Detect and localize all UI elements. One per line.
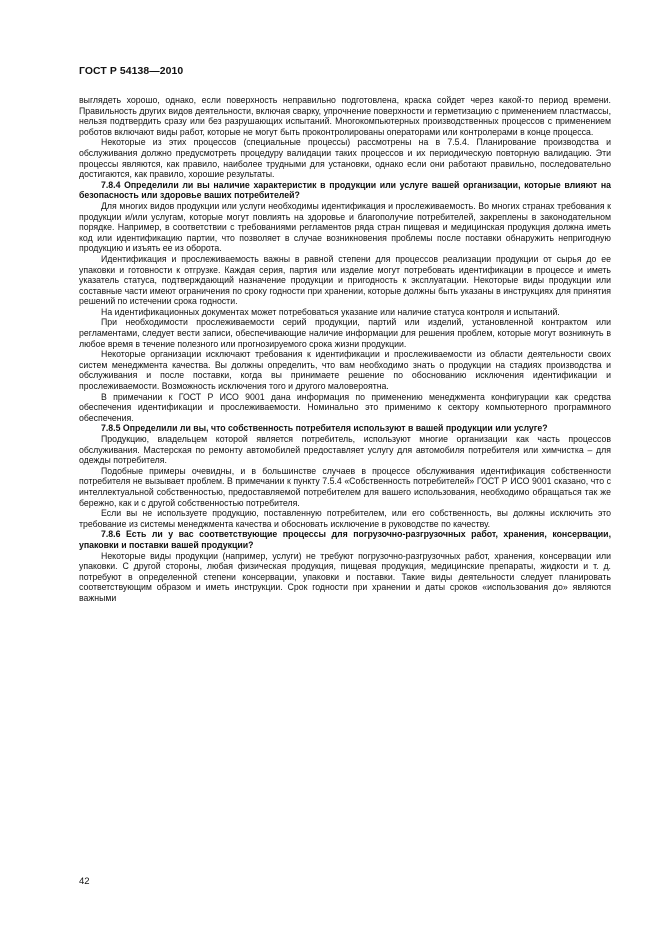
section-heading-7-8-6: 7.8.6 Есть ли у вас соответствующие процессы для погрузочно-разгрузочных работ, хранения, консервации, упаковки и поставки вашей продукции?	[79, 529, 611, 550]
paragraph: Если вы не используете продукцию, поставленную потребителем, или его собственность, вы должны исключить это требование из системы менеджмента качества и обосновать исключение в руководстве по качеству.	[79, 508, 611, 529]
paragraph: При необходимости прослеживаемости серий продукции, партий или изделий, установленной контрактом или регламентами, следует вести записи, обеспечивающие наличие информации для решения проблем, которые могут возникнуть в любое время в течение полезного или прогнозируемого срока жизни продукции.	[79, 317, 611, 349]
paragraph: Для многих видов продукции или услуги необходимы идентификация и прослеживаемость. Во многих странах требования к продукции и/или услугам, которые могут повлиять на здоровье и благополучие потребителей, закреплены в законодательном порядке. Например, в соответствии с требованиями регламентов ряда стран пищевая и медицинская продукция должна иметь код или идентификацию партии, что позволяет в случае возникновения проблемы после поставки обнаружить непригодную продукцию и изъять ее из оборота.	[79, 200, 611, 254]
standard-header: ГОСТ Р 54138—2010	[79, 66, 184, 77]
paragraph: На идентификационных документах может потребоваться указание или наличие статуса контроля и испытаний.	[101, 306, 560, 317]
section-heading-7-8-4: 7.8.4 Определили ли вы наличие характеристик в продукции или услуге вашей организации, которые влияют на безопасность или здоровье ваших потребителей?	[79, 179, 611, 201]
paragraph: Некоторые виды продукции (например, услуги) не требуют погрузочно-разгрузочных работ, хранения, консервации или упаковки. С другой стороны, любая физическая продукция, пищевая продукция, медицинские препараты, жидкости и т. д. потребуют в определенной степени консервации, упаковки и поставки. Такие виды деятельности следует планировать соответствующим образом и иметь инструкции. Срок годности при хранении и даты сроков «использования до» являются важными	[79, 550, 611, 603]
paragraph-continuation: выглядеть хорошо, однако, если поверхность неправильно подготовлена, краска сойдет через какой-то период времени. Правильность других видов деятельности, включая сварку, упрочнение поверхности и герметизацию с применением пластмассы, нельзя подтвердить сразу или без разрушающих испытаний. Многокомпьютерных производственных процессов с применением роботов включают виды работ, которые не могут быть проконтролированы операторами или контролерами в конце процесса.	[79, 95, 611, 137]
paragraph: В примечании к ГОСТ Р ИСО 9001 дана информация по применению менеджмента конфигурации как средства обеспечения идентификации и прослеживаемости. Номинально это применимо к сектору компьютерного программного обеспечения.	[79, 391, 611, 423]
section-heading-7-8-5: 7.8.5 Определили ли вы, что собственность потребителя используют в вашей продукции или услуге?	[101, 423, 548, 434]
paragraph: Подобные примеры очевидны, и в большинстве случаев в процессе обслуживания идентификация собственности потребителя не вызывает проблем. В примечании к пункту 7.5.4 «Собственность потребителей» ГОСТ Р ИСО 9001 сказано, что с интеллектуальной собственностью, предоставляемой потребителем для вашего использования, необходимо обращаться так же бережно, как и с другой собственностью потребителя.	[79, 465, 611, 508]
document-body	[79, 95, 611, 604]
paragraph: Некоторые организации исключают требования к идентификации и прослеживаемости из области деятельности своих систем менеджмента качества. Вы должны определить, что вам необходимо знать о продукции на стадиях производства и обслуживания и после поставки, когда вы принимаете решение по обоснованию исключения идентификации и прослеживаемости. Возможность исключения того и другого маловероятна.	[79, 349, 611, 392]
document-page	[79, 0, 611, 936]
paragraph: Идентификация и прослеживаемость важны в равной степени для процессов реализации продукции от сырья до ее упаковки и готовности к отгрузке. Каждая серия, партия или изделие могут потребовать идентификации в процессе и иметь указатель статуса, подтверждающий назначение продукции и пригодность к эксплуатации. Некоторые виды продукции или составные части имеют ограничения по сроку годности при хранении, которые должны быть указаны в инструкциях для принятия решений по истечении срока годности.	[79, 253, 611, 307]
paragraph: Продукцию, владельцем которой является потребитель, используют многие организации как часть процессов обслуживания. Мастерская по ремонту автомобилей предоставляет услугу для автомобиля потребителя или химчистка – для одежды потребителя.	[79, 434, 611, 466]
page-number: 42	[79, 876, 90, 887]
paragraph: Некоторые из этих процессов (специальные процессы) рассмотрены на в 7.5.4. Планирование производства и обслуживания должно предусмотреть процедуру валидации таких процессов и их периодическую повторную валидацию. Эти процессы являются, как правило, наиболее трудными для установки, однако если они работают правильно, последовательно достигаются, как правило, хорошие результаты.	[79, 137, 611, 180]
